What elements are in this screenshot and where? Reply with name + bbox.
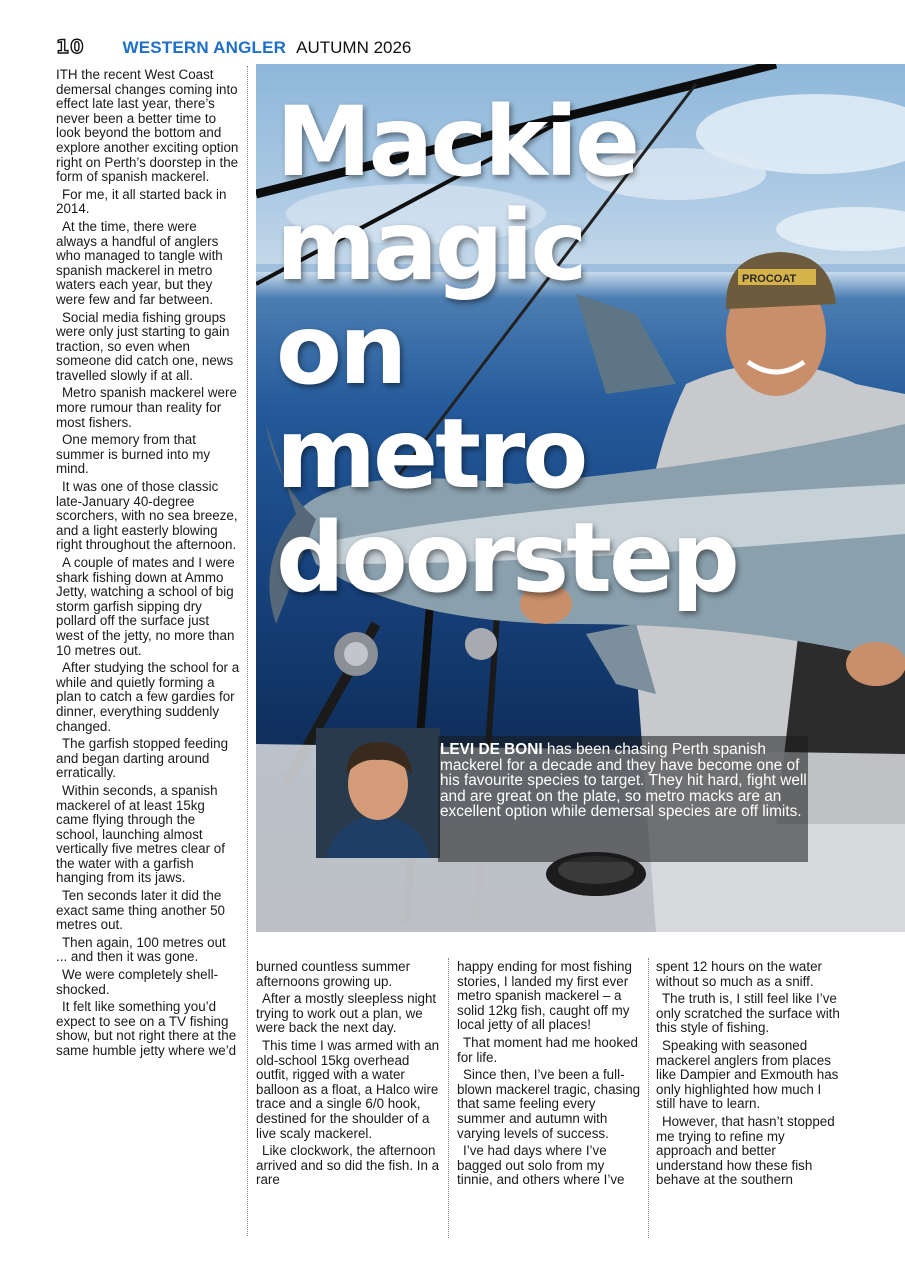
paragraph: The garfish stopped feeding and began darting around erratically.	[56, 736, 229, 781]
column-divider	[448, 958, 449, 1238]
paragraph: happy ending for most fishing stories, I landed my first ever metro spanish mackerel – a solid 12kg fish, caught off my local jetty of all places!	[457, 959, 632, 1033]
paragraph: That moment had me hooked for life.	[457, 1034, 638, 1065]
angler-inset-photo	[316, 728, 440, 858]
paragraph: Like clockwork, the afternoon arrived and so did the fish. In a rare	[256, 1143, 440, 1188]
paragraph: spent 12 hours on the water without so much as a sniff.	[656, 959, 823, 989]
angler-portrait-illustration	[316, 728, 440, 858]
article-column-3	[457, 960, 643, 1191]
paragraph: Social media fishing groups were only just starting to gain traction, so even when someone did catch one, news travelled slowly if at all.	[56, 309, 234, 383]
paragraph: After a mostly sleepless night trying to work out a plan, we were back the next day.	[256, 991, 437, 1036]
paragraph: I’ve had days where I’ve bagged out solo from my tinnie, and others where I’ve	[457, 1143, 625, 1188]
column-divider	[648, 958, 649, 1238]
article-column-1	[56, 68, 240, 1062]
paragraph: For me, it all started back in 2014.	[56, 186, 227, 217]
paragraph: burned countless summer afternoons growing up.	[256, 959, 411, 989]
caption-name: LEVI DE BONI	[440, 741, 543, 758]
paragraph: This time I was armed with an old-school 15kg overhead outfit, rigged with a water balloon as a float, a Halco wire trace and a single 6/0 hook, destined for the shoulder of a live scaly mackerel.	[256, 1037, 440, 1141]
photo-caption-box	[438, 736, 808, 862]
issue-date: AUTUMN 2026	[296, 38, 412, 57]
paragraph: It felt like something you’d expect to see on a TV fishing show, but not right there at the same humble jetty where we’d	[56, 999, 237, 1058]
paragraph: A couple of mates and I were shark fishing down at Ammo Jetty, watching a school of big storm garfish sipping dry pollard off the surface just west of the jetty, no more than 10 metres out.	[56, 555, 235, 658]
cap-logo-text: PROCOAT	[742, 273, 797, 285]
paragraph: Metro spanish mackerel were more rumour than reality for most fishers.	[56, 385, 237, 430]
paragraph: ITH the recent West Coast demersal changes coming into effect late last year, there’s never been a better time to look beyond the bottom and explore another exciting option right on Perth’s doorstep in the form of spanish mackerel.	[56, 67, 239, 185]
paragraph: After studying the school for a while and quietly forming a plan to catch a few gardies for dinner, everything suddenly changed.	[56, 660, 240, 734]
paragraph: Within seconds, a spanish mackerel of at least 15kg came flying through the school, launching almost vertically five metres clear of the water with a garfish hanging from its jaws.	[56, 782, 225, 886]
hero-photo	[256, 64, 905, 932]
paragraph: It was one of those classic late-January 40-degree scorchers, with no sea breeze, and a light easterly blowing right throughout the afternoon.	[56, 479, 238, 553]
caption-text: has been chasing Perth spanish mackerel for a decade and they have become one of his favourite species to target. They hit hard, fight well and are great on the plate, so metro macks are an excellent option while demersal species are off limits.	[440, 741, 807, 821]
article-column-2	[256, 960, 444, 1191]
paragraph: We were completely shell-shocked.	[56, 967, 219, 997]
paragraph: Speaking with seasoned mackerel anglers from places like Dampier and Exmouth has only highlighted how much I still have to learn.	[656, 1037, 839, 1112]
page-header	[56, 36, 411, 60]
publication-name: WESTERN ANGLER	[122, 38, 287, 57]
article-headline: Mackie magic on metro doorstep	[276, 86, 737, 614]
paragraph: However, that hasn’t stopped me trying to refine my approach and better understand how these fish behave at the southern	[656, 1113, 835, 1188]
paragraph: Ten seconds later it did the exact same thing another 50 metres out.	[56, 888, 225, 933]
paragraph: The truth is, I still feel like I’ve only scratched the surface with this style of fishing.	[656, 991, 840, 1036]
paragraph: Since then, I’ve been a full-blown mackerel tragic, chasing that same feeling every summer and autumn with varying levels of success.	[457, 1067, 641, 1141]
article-column-4	[656, 960, 842, 1191]
paragraph: Then again, 100 metres out ... and then it was gone.	[56, 934, 226, 965]
paragraph: At the time, there were always a handful of anglers who managed to tangle with spanish mackerel in metro waters each year, but they were few and far between.	[56, 218, 223, 307]
photo-caption	[440, 742, 808, 820]
paragraph: One memory from that summer is burned into my mind.	[56, 432, 211, 477]
column-divider	[247, 66, 248, 1236]
page-number: 10	[56, 36, 85, 58]
